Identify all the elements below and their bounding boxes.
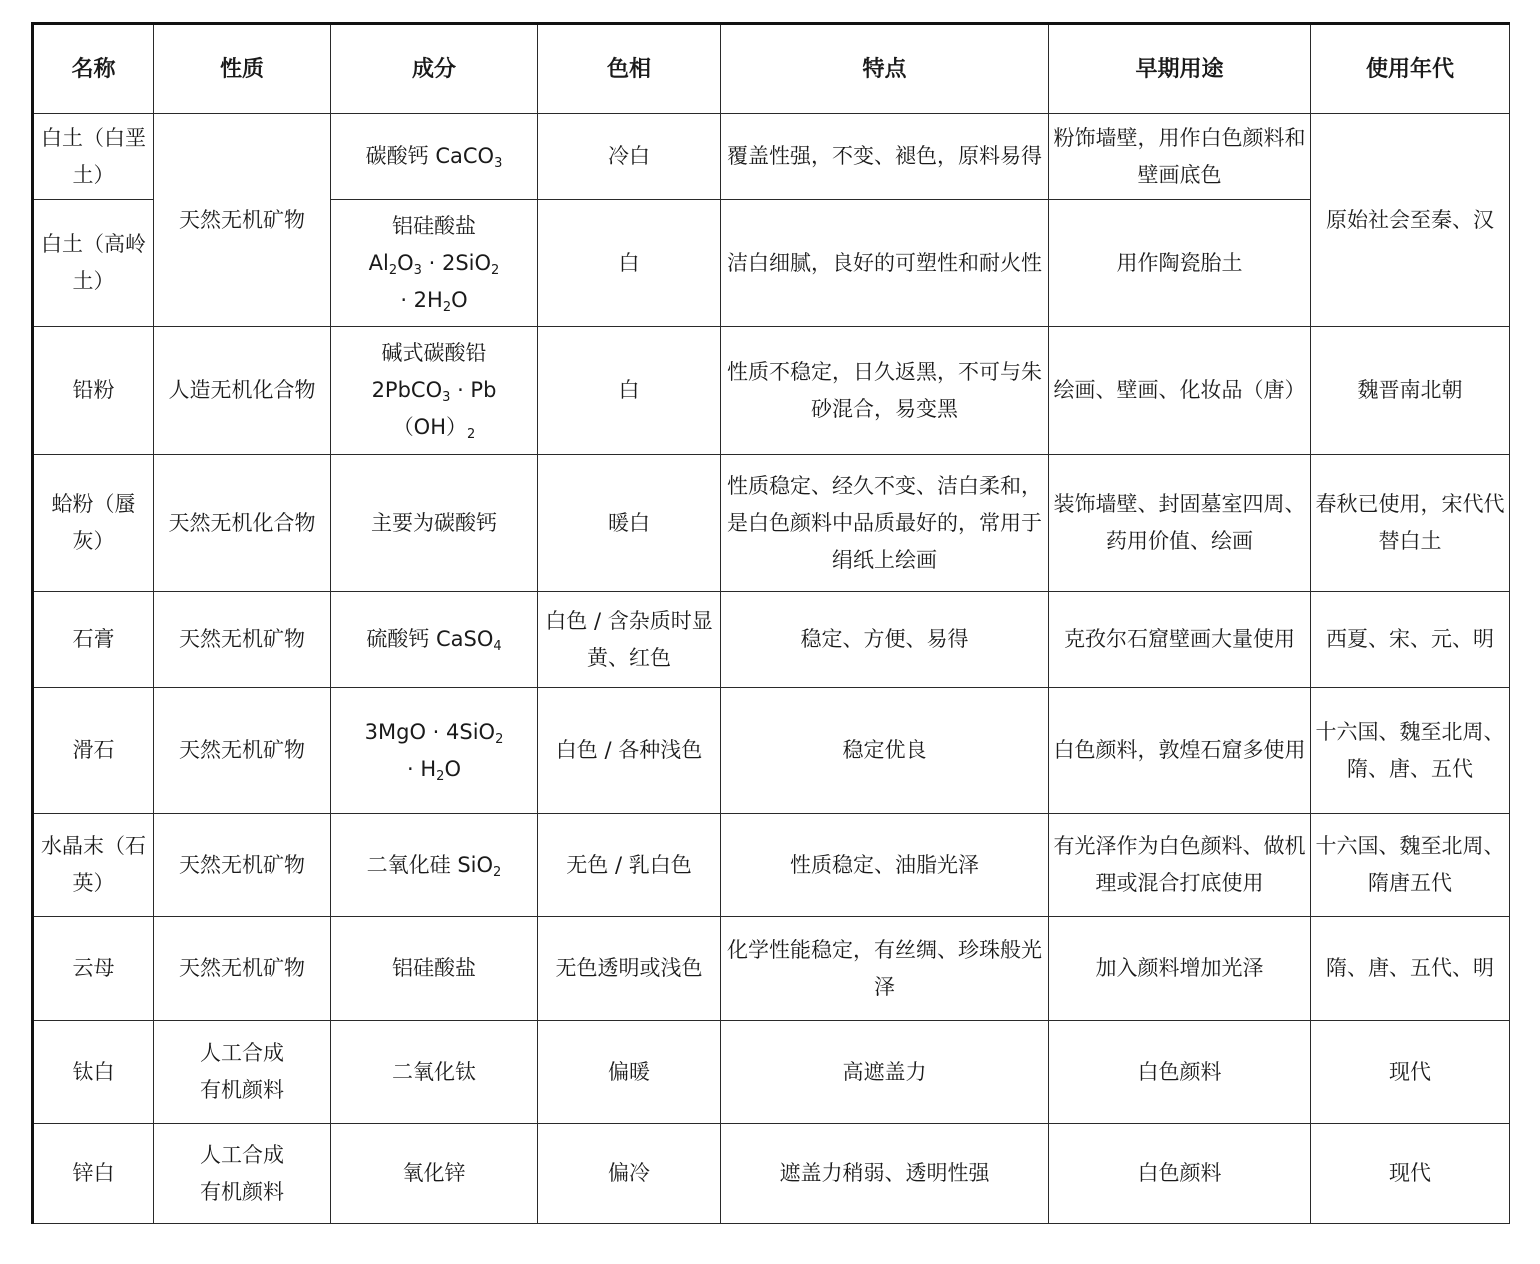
cell-name: 水晶末（石英） (33, 814, 154, 917)
cell-feature: 稳定优良 (721, 688, 1049, 814)
header-row (33, 24, 1510, 114)
cell-early-use: 白色颜料，敦煌石窟多使用 (1049, 688, 1311, 814)
cell-early-use: 克孜尔石窟壁画大量使用 (1049, 592, 1311, 688)
cell-nature: 人工合成 有机颜料 (154, 1124, 331, 1224)
cell-nature: 天然无机矿物 (154, 814, 331, 917)
cell-era: 原始社会至秦、汉 (1311, 114, 1510, 327)
cell-composition: 二氧化钛 (331, 1021, 538, 1124)
table-row (33, 688, 1510, 814)
cell-era: 十六国、魏至北周、隋、唐、五代 (1311, 688, 1510, 814)
cell-name: 锌白 (33, 1124, 154, 1224)
cell-era: 西夏、宋、元、明 (1311, 592, 1510, 688)
cell-era: 现代 (1311, 1021, 1510, 1124)
cell-composition: 主要为碳酸钙 (331, 455, 538, 592)
cell-era: 隋、唐、五代、明 (1311, 917, 1510, 1021)
cell-name: 白土（高岭土） (33, 200, 154, 327)
table-row (33, 592, 1510, 688)
cell-name: 白土（白垩土） (33, 114, 154, 200)
cell-hue: 冷白 (538, 114, 721, 200)
table-row (33, 455, 1510, 592)
cell-feature: 覆盖性强，不变、褪色，原料易得 (721, 114, 1049, 200)
cell-early-use: 粉饰墙壁，用作白色颜料和壁画底色 (1049, 114, 1311, 200)
cell-feature: 性质不稳定，日久返黑，不可与朱砂混合，易变黑 (721, 327, 1049, 455)
cell-era: 十六国、魏至北周、隋唐五代 (1311, 814, 1510, 917)
table-row (33, 814, 1510, 917)
header-composition: 成分 (331, 24, 538, 114)
cell-name: 钛白 (33, 1021, 154, 1124)
cell-hue: 白色 / 含杂质时显黄、红色 (538, 592, 721, 688)
cell-composition: 碱式碳酸铅 2PbCO$_3$ · Pb $(OH)_2$ (331, 327, 538, 455)
cell-composition: 3MgO · 4SiO$_2$ · $H_2O$ (331, 688, 538, 814)
cell-era: 春秋已使用，宋代代替白土 (1311, 455, 1510, 592)
cell-nature: 天然无机矿物 (154, 114, 331, 327)
cell-hue: 白 (538, 327, 721, 455)
cell-name: 铅粉 (33, 327, 154, 455)
header-nature: 性质 (154, 24, 331, 114)
cell-name: 石膏 (33, 592, 154, 688)
cell-nature: 天然无机矿物 (154, 917, 331, 1021)
pigment-table (31, 22, 1510, 1224)
cell-feature: 稳定、方便、易得 (721, 592, 1049, 688)
header-era: 使用年代 (1311, 24, 1510, 114)
cell-feature: 化学性能稳定，有丝绸、珍珠般光泽 (721, 917, 1049, 1021)
cell-hue: 无色透明或浅色 (538, 917, 721, 1021)
table-row (33, 1021, 1510, 1124)
cell-early-use: 有光泽作为白色颜料、做机理或混合打底使用 (1049, 814, 1311, 917)
cell-early-use: 用作陶瓷胎土 (1049, 200, 1311, 327)
cell-hue: 暖白 (538, 455, 721, 592)
cell-composition: 硫酸钙 CaSO$_4$ (331, 592, 538, 688)
cell-feature: 洁白细腻，良好的可塑性和耐火性 (721, 200, 1049, 327)
cell-composition: 铝硅酸盐 (331, 917, 538, 1021)
header-name: 名称 (33, 24, 154, 114)
cell-hue: 偏冷 (538, 1124, 721, 1224)
cell-nature: 天然无机矿物 (154, 592, 331, 688)
cell-era: 现代 (1311, 1124, 1510, 1224)
header-hue: 色相 (538, 24, 721, 114)
cell-composition: 二氧化硅 SiO$_2$ (331, 814, 538, 917)
cell-early-use: 绘画、壁画、化妆品（唐） (1049, 327, 1311, 455)
cell-composition: 氧化锌 (331, 1124, 538, 1224)
cell-name: 滑石 (33, 688, 154, 814)
cell-hue: 无色 / 乳白色 (538, 814, 721, 917)
cell-composition: 碳酸钙 CaCO$_3$ (331, 114, 538, 200)
cell-nature: 人工合成 有机颜料 (154, 1021, 331, 1124)
header-feature: 特点 (721, 24, 1049, 114)
cell-feature: 性质稳定、经久不变、洁白柔和，是白色颜料中品质最好的，常用于绢纸上绘画 (721, 455, 1049, 592)
cell-feature: 遮盖力稍弱、透明性强 (721, 1124, 1049, 1224)
cell-hue: 偏暖 (538, 1021, 721, 1124)
table-row (33, 1124, 1510, 1224)
cell-early-use: 装饰墙壁、封固墓室四周、药用价值、绘画 (1049, 455, 1311, 592)
header-early-use: 早期用途 (1049, 24, 1311, 114)
cell-early-use: 加入颜料增加光泽 (1049, 917, 1311, 1021)
cell-hue: 白 (538, 200, 721, 327)
cell-name: 云母 (33, 917, 154, 1021)
table-row (33, 917, 1510, 1021)
table-row (33, 327, 1510, 455)
cell-nature: 天然无机化合物 (154, 455, 331, 592)
cell-name: 蛤粉（蜃灰） (33, 455, 154, 592)
cell-hue: 白色 / 各种浅色 (538, 688, 721, 814)
cell-feature: 高遮盖力 (721, 1021, 1049, 1124)
cell-nature: 天然无机矿物 (154, 688, 331, 814)
cell-early-use: 白色颜料 (1049, 1021, 1311, 1124)
cell-nature: 人造无机化合物 (154, 327, 331, 455)
cell-era: 魏晋南北朝 (1311, 327, 1510, 455)
table-row (33, 114, 1510, 200)
cell-early-use: 白色颜料 (1049, 1124, 1311, 1224)
cell-feature: 性质稳定、油脂光泽 (721, 814, 1049, 917)
cell-composition: 铝硅酸盐 $Al_2O_3 \cdot 2SiO_2$ · $2H_2O$ (331, 200, 538, 327)
